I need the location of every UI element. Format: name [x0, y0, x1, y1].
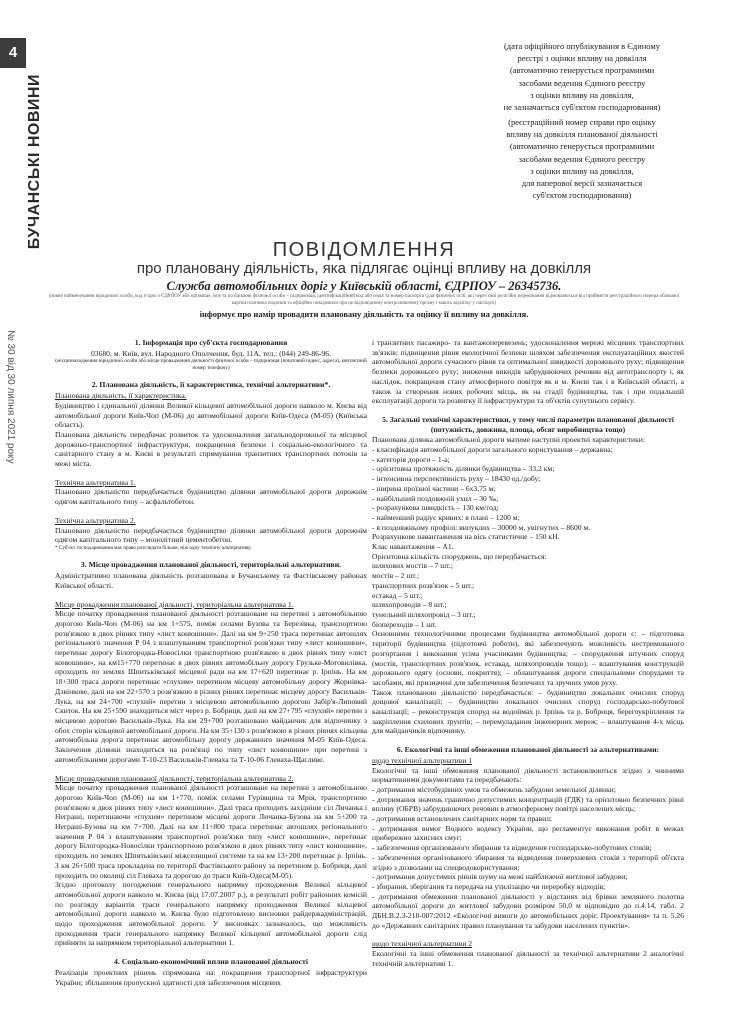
paragraph: Згідно протоколу погодження генерального напрямку проходження Великої кільцевої автомобільної дороги навколо м. Києва (від 17.07.2007 р.), в результаті робіт районних комісій по розгляду варіантів траси генерального напрямку проходження Великої кільцевої автомобільної дороги навколо м. Києва було підготовлено висновки райдержадміністрацій, щодо проходження автомобільної дороги. У висновках зазначалось, що можливість проходження траси генерального напрямку Великої кільцевої автомобільної дороги слід прийняти за напрямком територіальної альтернативи 1.	[55, 880, 367, 948]
block-line: (дата офіційного опублікування в Єдиному	[503, 41, 661, 51]
paragraph: Екологічні та інші обмеження планованої діяльності встановлюються згідно з чинними нормативними документами та передбачають:	[372, 765, 684, 785]
list-item: - розрахункова швидкість – 130 км/год;	[372, 503, 499, 513]
list-item: Клас навантаження – А1.	[372, 542, 454, 552]
issue-line	[4, 330, 20, 630]
tech-alt-2-heading: щодо технічної альтернативи 2	[372, 939, 473, 949]
footnote: * Суб'єкт господарювання має право розглядати більше, ніж одну технічну альтернативу.	[55, 544, 252, 551]
tech-alt-1-heading: щодо технічної альтернативи 1	[372, 755, 473, 765]
paragraph: і транзитних пасажиро- та вантажоперевезень; удосконалення мережі місцевих транспортних зв'язків; підвищення рівня екологічної безпеки шляхом забезпечення експлуатаційних якостей автомобільної дороги сучасного рівня та оптимальної швидкості дорожнього руху; підвищення безпеки дорожнього руху; зниження викидів забруднюючих речовин від автотранспорту і, як наслідок, покращення стану атмосферного повітря як в м. Києві так і в Київській області, а також за створення нових робочих місць, як на стадії будівництва, так і при подальшій експлуатації дороги та розвитку її інфраструктури та об'єктів супутнього сервісу.	[372, 338, 684, 406]
notice-subtitle: про плановану діяльність, яка підлягає оцінці впливу на довкілля	[136, 260, 592, 277]
territorial-alt-2-heading: Місце провадження планованої діяльності, територіальна альтернатива 2.	[55, 773, 294, 783]
inform-line: інформує про намір провадити плановану діяльність та оцінку її впливу на довкілля.	[199, 309, 529, 319]
list-item: - ширина проїзної частини – 6х3,75 м;	[372, 483, 496, 493]
section-2-subheading: Планована діяльність, її характеристика.	[55, 391, 187, 401]
address-note: (місцезнаходження юридичної особи або місце провадження діяльності фізичної особи – підприємця (поштовий індекс, адреса), контактний номер телефону)	[55, 358, 367, 371]
list-item: - орієнтовна протяжність ділянки будівництва – 33,2 км;	[372, 464, 555, 474]
section-3-heading: 3. Місце провадження планованої діяльності, територіальні альтернативи.	[80, 560, 342, 570]
block-line: засобами ведення Єдиного реєстру	[518, 153, 646, 164]
alternative-1-heading: Технічна альтернатива 1.	[55, 477, 136, 487]
list-item: мостів – 2 шт.;	[372, 571, 420, 581]
list-item: - дотримання містобудівних умов та обмежень забудови земельної ділянки;	[372, 784, 616, 794]
list-item: естакад – 5 шт.;	[372, 590, 423, 600]
territorial-alt-1-heading: Місце провадження планованої діяльності, територіальна альтернатива 1.	[55, 599, 294, 609]
list-item: Розрахункове навантаження на вісь статистичне – 150 кН.	[372, 532, 560, 542]
page-number: 4	[0, 38, 26, 68]
left-column	[55, 338, 367, 1020]
paragraph: Екологічні та інші обмеження планованої діяльності за технічної альтернативи 2 аналогічні технічній альтернативі 1.	[372, 949, 684, 968]
paragraph: Основними технологічними процесами будівництва автомобільної дороги є: – підготовка території будівництва (підготовчі роботи), які забезпечують можливість нестримованого розгортання і виконання усіма учасниками будівництва; – спорудження штучних споруд (мостів, транспортних розв'язок, естакад, шляхопроводів тощо); – влаштування конструкцій дорожнього одягу (основи, покриття); – облаштування дороги спеціальними спорудами та засобами, які призначені для забезпечення безпечних та зручних умов руху.	[372, 629, 684, 687]
publication-date-block	[482, 40, 682, 113]
list-item: шляхопроводів – 8 шт.;	[372, 600, 447, 610]
list-item: Орієнтовна кількість споруджень, що передбачається:	[372, 551, 547, 561]
section-1-heading: 1. Інформація про суб'єкта господарювання	[134, 338, 288, 347]
section-5-heading: 5. Загальні технічні характеристики, у тому числі параметри планованої діяльності (потужність, довжина, площа, обсяг виробництва тощо)	[382, 414, 674, 434]
block-line: суб'єктом господарювання)	[532, 190, 632, 201]
paragraph: Також планованою діяльністю передбачається: – будівництво локальних очисних споруд дощової каналізації; – будівництво локальних очисних споруд господарсько-побутової каналізації; – реконструкція споруд на водоймах р. Ірпінь та р. Бобриця, берегоукріплення та закріплення схилових ґрунтів; – перемуладання інженерних мереж; – влаштування 4-х місць для майданчиків відпочинку.	[372, 687, 684, 736]
block-line: (реєстраційний номер справи про оцінку	[508, 117, 656, 127]
notice-title: ПОВІДОМЛЕННЯ	[272, 239, 456, 261]
list-item: - дотримання вимог Водного кодексу України, що регламентує виконання робіт в межах прибережно захисних смуг;	[372, 823, 684, 843]
block-line: (автоматично генерується програмними	[509, 65, 655, 76]
list-item: - дотримання обмеження планованої діяльності у відстанях від брівки земляного полотна автомобільної дороги до житлової забудови розміром 50,0 м відповідно до п.4.14, табл. 2 ДБН.В.2.3-218-007:2012 «Екологічні вимоги до автомобільних доріг. Проектування» та п. 5.26 до «Державних санітарних правил планування та забудови населених пунктів».	[372, 891, 684, 930]
paragraph: Плановано діяльністю передбачається будівництво ділянки автомобільної дороги дорожнім одягом капітального типу – монолітний цементобетон.	[55, 525, 367, 545]
list-item: - найменший радіус кривих: в плані – 1200 м;	[372, 512, 520, 522]
block-line: для паперової версії зазначається	[521, 178, 643, 189]
block-line: впливу на довкілля планованої діяльності	[506, 129, 658, 140]
list-item: - класифікація автомобільної дороги загального користування – державна;	[372, 445, 613, 455]
block-line: реєстрі з оцінки впливу на довкілля	[517, 53, 647, 64]
list-item: шляхових мостів – 7 шт.;	[372, 561, 453, 571]
masthead-title: БУЧАНСЬКІ НОВИНИ	[26, 74, 43, 250]
company-address: 03680, м. Київ, вул. Народного Ополчення, буд. 11А, тел.: (044) 249-86-96.	[90, 348, 331, 358]
list-item: - дотримання допустимих рівнів шуму на межі найближчої житлової забудови;	[372, 872, 628, 882]
block-line: засобами ведення Єдиного реєстру	[518, 77, 646, 88]
organization-name: Служба автомобільних доріг у Київській області, ЄДРПОУ – 26345736.	[166, 279, 562, 293]
organization-note: (повне найменування юридичної особи, код згідно з ЄДРПОУ або прізвище, ім'я та по батькові фізичної особи – підприємця, ідентифікаційний код або серія та номер паспорта (для фізичних осіб, які через свої релігійні переконання відмовляються від прийняття реєстраційного номера облікової картки платника податків та офіційно повідомили про це відповідному контролюючому органу і мають відмітку у паспорті)	[48, 294, 680, 306]
list-item: - найбільший поздовжній ухил – 30 ‰;	[372, 493, 499, 503]
list-item: тунельний шляхопровід – 3 шт.;	[372, 609, 476, 619]
paragraph: Місце початку провадження планованої діяльності розташоване на перетині з автомобільною дорогою Київ-Чоп (М-06) на км 1+770, поміж селами Гурівщина та Мрія, транспортною розв'язкою в двох рівнях типу «лист конюшини». Далі траса проходить західніше сіл Личанка і Неграші, перетинаючи «глухим» перетином місцеві дороги Личанка-Бузова на км 5+200 та Неграші-Бузова на км 7+700. Далі на км 11+800 траса перетинає автошлях регіонального значення Р 04 з влаштуванням транспортної розв'язки типу «лист конюшини», перетинає дорогу Білогородка-Новосілки транспортною розв'язкою в двох рівнях типу «лист конюшини», проходить по землях Шпитьківської міжселищної системи та на км 13+200 перетинає р. Ірпінь. З км 26+500 траса прокладена по території Фастівського району за перетином р. Бобриця, далі проходить по околиці сіл Глеваха та дорогою до траси Київ-Одеса(М-05).	[55, 783, 367, 880]
list-item: - дотримання значень гранично допустимих концентрацій (ГДК) та орієнтовно безпечних рівні впливу (ОБРВ) забруднюючих речовин в атмосферному повітрі населених місць;	[372, 794, 684, 814]
list-item: - дотримання встановлених санітарних норм та правил;	[372, 814, 553, 824]
list-item: - збирання, зберігання та передача на утилізацію чи переробку відходів;	[372, 881, 606, 891]
paragraph: Адміністративно планована діяльність розташована в Бучанському та Фастівському районах Київської області.	[55, 571, 367, 590]
block-line: не зазначається суб'єктом господарювання)	[503, 102, 661, 113]
section-6-heading: 6. Екологічні та інші обмеження планованої діяльності за альтернативами:	[396, 745, 660, 755]
list-item: - інтенсивна перспективність руху – 18430 од./добу;	[372, 474, 541, 484]
paragraph: Реалізація проектних рішень спрямована на: покращення транспортної інфраструктури України; збільшення пропускної здатності для забезпечення місцевих	[55, 967, 367, 987]
paragraph: Планована ділянка автомобільної дороги матиме наступні проектні характеристики:	[372, 435, 645, 445]
block-line: з оцінки впливу на довкілля,	[530, 165, 634, 176]
section-4-heading: 4. Соціально-економічний вплив планованої діяльності	[114, 957, 308, 967]
list-item: біопереходів – 1 шт.	[372, 619, 437, 629]
list-item: - категорія дороги – 1-а;	[372, 454, 450, 464]
list-item: транспортних розв'язок – 5 шт.;	[372, 580, 475, 590]
alternative-2-heading: Технічна альтернатива 2.	[55, 515, 136, 525]
paragraph: Місце початку провадження планованої діяльності розташоване на перетині з автомобільною дорогою Київ-Чоп (М-06) на км 1+575, поміж селами Бузова та Березівка, транспортною розв'язкою в двох рівнях типу «лист конюшини». Далі на км 9+250 траса перетинає автошлях регіонального значення Р 04 з влаштуванням транспортної розв'язки типу «лист конюшини», перетинає дорогу Білогородка-Новосілки транспортною розв'язкою в двох рівнях типу «лист конюшини», на км15+770 перетинає в двох рівнях автомобільну дорогу Грузьке-Мотовилівка, проходить по землях Шпитьківської місцевої ради на км 17+620 перетинає р. Ірпінь. На км 18+300 траса дороги перетинає «глухим» перетином місцеву автомобільну дорогу Жорнівка-Дзвінкове, далі на км 22+570 з розв'язкою в різних рівнях перетинає місцеву дорогу Васильків-Лука, на км 24+700 «глухий» перетин з місцевою автомобільною дорогою Забір'я-Липовий Скиток. На км 25+590 знаходиться міст через р. Бобриця, далі на км 27+795 «глухий» перетин з місцевою дорогою Васильків-Лука. На км 29+700 розташовано майданчик для відпочинку з обох сторін кільцевої автомобільної дороги. На км 35+130 з розв'язкою в різних рівнях кільцева автомобільна дорога перетинає автомобільну дорогу державного значення М-05 Київ-Одеса. Закінчення ділянки знаходиться на розв'язці по типу «лист конюшини» при перетині з автомобільними дорогами Т-10-23 Васильків-Глеваха та Т-10-06 Глеваха-Щасливе.	[55, 609, 367, 764]
list-item: - в поздовжньому профілі: випуклих – 30000 м, увігнутих – 8600 м.	[372, 522, 591, 532]
block-line: з оцінки впливу на довкілля,	[530, 89, 634, 100]
registration-number-block	[482, 116, 682, 201]
issue-text: № 30 від 30 липня 2021 року	[5, 330, 16, 464]
right-column	[372, 338, 684, 1020]
paragraph: Плановано діяльністю передбачається будівництво ділянки автомобільної дороги дорожнім одягом капітального типу – асфальтобетон.	[55, 487, 367, 507]
block-line: (автоматично генерується програмними	[509, 141, 655, 152]
paragraph: Будівництво і єдинальної ділянки Великої кільцевої автомобільної дороги навколо м. Києва від автомобільної дороги Київ-Чоп (М-06) до автомобільної дороги Київ-Одеса (М-05) (Київська область).	[55, 400, 367, 430]
paragraph: Планована діяльність передбачає розвиток та удосконалення загальнодорожньої та місцевої дорожньо-транспортної інфраструктури, покращення безпеки і соціально-екологічного та санітарного стану в м. Києві в результаті спрямування транзитних транспортних потоків за межі міста.	[55, 429, 367, 469]
list-item: - забезпечення організованого збирання та відведення поверхневих стоків з території об'єкта згідно з дозволами на спецводокористування;	[372, 852, 684, 872]
section-2-heading: 2. Планована діяльність, її характеристика, технічні альтернативи*.	[91, 380, 331, 390]
list-item: - забезпечення організованого збирання та відведення господарсько-побутових стоків;	[372, 843, 652, 853]
masthead	[2, 74, 43, 324]
